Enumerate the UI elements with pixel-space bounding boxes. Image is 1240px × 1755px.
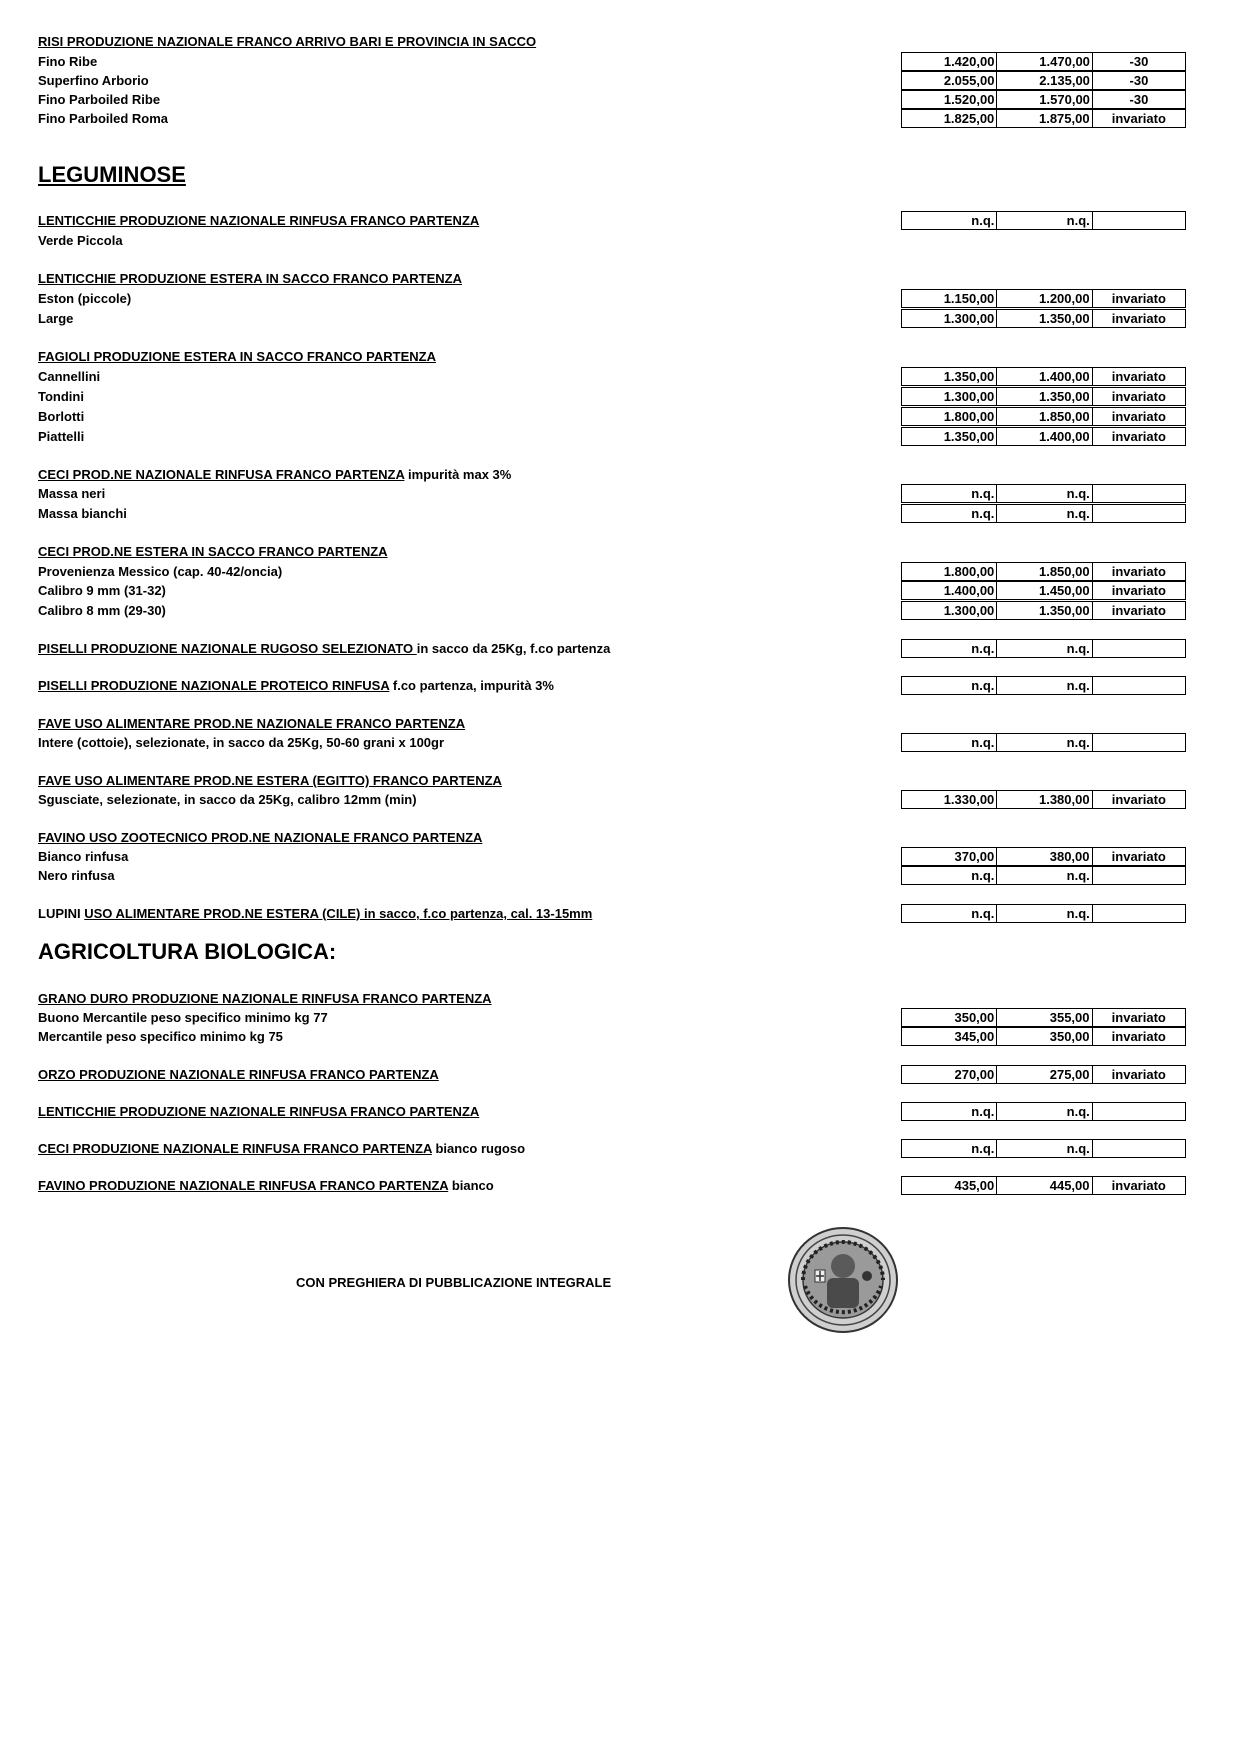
price-min: 1.520,00	[902, 91, 997, 109]
section-header-ceci-est	[38, 542, 1182, 561]
row-label: Massa neri	[38, 486, 106, 501]
price-row	[38, 1008, 1182, 1027]
price-max: 350,00	[997, 1028, 1092, 1046]
price-variation: invariato	[1092, 290, 1185, 308]
section-header-fagioli	[38, 347, 1182, 366]
section-header-ceci-naz	[38, 465, 1182, 484]
section-header-risi	[38, 32, 1182, 51]
price-max: 445,00	[997, 1177, 1092, 1195]
section-header-text: FAVE USO ALIMENTARE PROD.NE NAZIONALE FRANCO PARTENZA	[38, 716, 466, 731]
price-variation	[1092, 505, 1185, 523]
row-label: Fino Ribe	[38, 54, 98, 69]
section-header-text: USO ALIMENTARE PROD.NE ESTERA (CILE) in sacco, f.co partenza, cal. 13-15mm	[84, 906, 593, 921]
price-min: 1.825,00	[902, 110, 997, 128]
price-variation: invariato	[1092, 563, 1185, 581]
official-seal-icon	[787, 1226, 899, 1334]
price-max: n.q.	[997, 867, 1092, 885]
price-variation: -30	[1092, 91, 1185, 109]
price-max: n.q.	[997, 212, 1092, 230]
price-variation: -30	[1092, 72, 1185, 90]
section-header-text: PISELLI PRODUZIONE NAZIONALE PROTEICO RINFUSA	[38, 678, 390, 693]
price-min: 270,00	[902, 1066, 997, 1084]
price-variation: invariato	[1092, 1066, 1186, 1084]
price-row	[38, 427, 1182, 446]
price-min: 1.800,00	[902, 408, 997, 426]
price-row	[38, 733, 1182, 752]
price-variation: invariato	[1092, 582, 1185, 600]
row-label: Provenienza Messico (cap. 40-42/oncia)	[38, 564, 283, 579]
section-header-text: FAGIOLI PRODUZIONE ESTERA IN SACCO FRANCO PARTENZA	[38, 349, 436, 364]
price-min: 345,00	[902, 1028, 997, 1046]
price-min: 1.300,00	[902, 602, 997, 620]
price-max: n.q.	[997, 677, 1092, 695]
price-row	[38, 289, 1182, 308]
section-header-text: FAVINO PRODUZIONE NAZIONALE RINFUSA FRANCO PARTENZA	[38, 1178, 449, 1193]
section-header-text: LENTICCHIE PRODUZIONE NAZIONALE RINFUSA FRANCO PARTENZA	[38, 1104, 480, 1119]
price-row	[38, 581, 1182, 600]
price-row	[38, 601, 1182, 620]
price-max: 1.380,00	[997, 791, 1092, 809]
row-label: Calibro 8 mm (29-30)	[38, 603, 166, 618]
price-max: 1.470,00	[997, 53, 1092, 71]
section-header-suffix: bianco rugoso	[431, 1141, 526, 1156]
price-max: 1.200,00	[997, 290, 1092, 308]
price-max: n.q.	[997, 734, 1092, 752]
price-variation	[1092, 1103, 1185, 1121]
price-row	[38, 484, 1182, 503]
row-label: Mercantile peso specifico minimo kg 75	[38, 1029, 283, 1044]
price-max: n.q.	[997, 505, 1092, 523]
price-min: 2.055,00	[902, 72, 997, 90]
price-variation	[1092, 1140, 1185, 1158]
price-min: n.q.	[902, 677, 997, 695]
price-min: 1.150,00	[902, 290, 997, 308]
row-label: Bianco rinfusa	[38, 849, 129, 864]
price-min: n.q.	[902, 1103, 997, 1121]
price-min: 370,00	[902, 848, 997, 866]
price-max: n.q.	[997, 640, 1092, 658]
price-row	[38, 676, 1182, 695]
sub-label-row	[38, 231, 1182, 250]
price-variation: invariato	[1092, 791, 1185, 809]
price-row	[38, 1027, 1182, 1046]
price-variation: invariato	[1092, 602, 1185, 620]
price-row	[38, 639, 1182, 658]
row-label: Intere (cottoie), selezionate, in sacco da 25Kg, 50-60 grani x 100gr	[38, 735, 445, 750]
price-max: 1.570,00	[997, 91, 1092, 109]
price-variation	[1092, 905, 1185, 923]
price-min: n.q.	[902, 905, 997, 923]
price-row	[38, 847, 1182, 866]
price-row	[38, 1102, 1182, 1121]
price-row	[38, 52, 1182, 71]
price-min: 1.420,00	[902, 53, 997, 71]
price-row	[38, 1139, 1182, 1158]
price-variation	[1092, 734, 1185, 752]
price-max: 1.350,00	[997, 388, 1092, 406]
price-min: n.q.	[902, 1140, 997, 1158]
price-min: n.q.	[902, 734, 997, 752]
section-header-suffix: in sacco da 25Kg, f.co partenza	[416, 641, 611, 656]
price-row	[38, 904, 1182, 923]
price-max: 1.350,00	[997, 310, 1092, 328]
section-header-text: FAVINO USO ZOOTECNICO PROD.NE NAZIONALE FRANCO PARTENZA	[38, 830, 483, 845]
price-max: 1.350,00	[997, 602, 1092, 620]
section-header-text: CECI PRODUZIONE NAZIONALE RINFUSA FRANCO PARTENZA	[38, 1141, 432, 1156]
price-variation: invariato	[1092, 1177, 1186, 1195]
footer-note: CON PREGHIERA DI PUBBLICAZIONE INTEGRALE	[296, 1275, 612, 1290]
row-label: Eston (piccole)	[38, 291, 132, 306]
section-header-text: GRANO DURO PRODUZIONE NAZIONALE RINFUSA FRANCO PARTENZA	[38, 991, 492, 1006]
section-header-suffix: f.co partenza, impurità 3%	[389, 678, 554, 693]
price-row	[38, 211, 1182, 230]
section-header-favino	[38, 828, 1182, 847]
price-variation: invariato	[1092, 1009, 1186, 1027]
price-row	[38, 367, 1182, 386]
price-row	[38, 109, 1182, 128]
price-max: n.q.	[997, 1140, 1092, 1158]
row-label: Large	[38, 311, 74, 326]
price-row	[38, 866, 1182, 885]
row-label: Piattelli	[38, 429, 85, 444]
price-variation	[1092, 677, 1185, 695]
price-variation: invariato	[1092, 1028, 1186, 1046]
section-header-text: CECI PROD.NE ESTERA IN SACCO FRANCO PARTENZA	[38, 544, 388, 559]
section-header-bio-grano	[38, 989, 1182, 1008]
price-row	[38, 504, 1182, 523]
section-header-text: CECI PROD.NE NAZIONALE RINFUSA FRANCO PARTENZA	[38, 467, 405, 482]
price-min: 1.300,00	[902, 388, 997, 406]
price-variation: invariato	[1092, 408, 1185, 426]
price-row	[38, 90, 1182, 109]
section-header-text: ORZO PRODUZIONE NAZIONALE RINFUSA FRANCO PARTENZA	[38, 1067, 439, 1082]
price-min: n.q.	[902, 505, 997, 523]
price-max: 355,00	[997, 1009, 1092, 1027]
row-label: Calibro 9 mm (31-32)	[38, 583, 166, 598]
section-header-text: PISELLI PRODUZIONE NAZIONALE RUGOSO SELEZIONATO	[38, 641, 417, 656]
section-title-biologica: AGRICOLTURA BIOLOGICA:	[38, 939, 337, 964]
price-max: 1.875,00	[997, 110, 1092, 128]
price-row	[38, 309, 1182, 328]
price-variation: invariato	[1092, 388, 1185, 406]
section-header-lent-est	[38, 269, 1182, 288]
price-variation: invariato	[1092, 110, 1185, 128]
price-variation: invariato	[1092, 848, 1186, 866]
price-row	[38, 562, 1182, 581]
price-max: 1.400,00	[997, 428, 1092, 446]
section-header-text: RISI PRODUZIONE NAZIONALE FRANCO ARRIVO BARI E PROVINCIA IN SACCO	[38, 34, 537, 49]
price-row	[38, 71, 1182, 90]
section-header-suffix: bianco	[448, 1178, 494, 1193]
row-label: Buono Mercantile peso specifico minimo kg 77	[38, 1010, 328, 1025]
row-label: Superfino Arborio	[38, 73, 149, 88]
price-variation	[1092, 485, 1185, 503]
section-header-text: FAVE USO ALIMENTARE PROD.NE ESTERA (EGITTO) FRANCO PARTENZA	[38, 773, 502, 788]
row-label: Massa bianchi	[38, 506, 127, 521]
section-header-text: LENTICCHIE PRODUZIONE NAZIONALE RINFUSA FRANCO PARTENZA	[38, 213, 480, 228]
price-min: 435,00	[902, 1177, 997, 1195]
price-row	[38, 407, 1182, 426]
section-header-text: LENTICCHIE PRODUZIONE ESTERA IN SACCO FRANCO PARTENZA	[38, 271, 462, 286]
price-max: 1.850,00	[997, 563, 1092, 581]
price-row	[38, 387, 1182, 406]
price-max: n.q.	[997, 1103, 1092, 1121]
price-min: 1.330,00	[902, 791, 997, 809]
price-variation	[1092, 867, 1185, 885]
price-max: 275,00	[997, 1066, 1092, 1084]
price-row	[38, 1176, 1182, 1195]
price-variation: invariato	[1092, 368, 1185, 386]
row-label: Sgusciate, selezionate, in sacco da 25Kg, calibro 12mm (min)	[38, 792, 417, 807]
price-max: n.q.	[997, 485, 1092, 503]
price-max: 1.400,00	[997, 368, 1092, 386]
price-min: 350,00	[902, 1009, 997, 1027]
section-header-prefix: LUPINI	[38, 906, 85, 921]
price-min: 1.350,00	[902, 368, 997, 386]
price-max: 2.135,00	[997, 72, 1092, 90]
price-min: 1.800,00	[902, 563, 997, 581]
price-min: 1.350,00	[902, 428, 997, 446]
price-row	[38, 790, 1182, 809]
row-label: Tondini	[38, 389, 84, 404]
section-header-fave-est	[38, 771, 1182, 790]
price-max: 1.850,00	[997, 408, 1092, 426]
row-label: Fino Parboiled Ribe	[38, 92, 161, 107]
section-header-suffix: impurità max 3%	[404, 467, 512, 482]
row-label: Fino Parboiled Roma	[38, 111, 169, 126]
price-max: 380,00	[997, 848, 1092, 866]
price-variation: -30	[1092, 53, 1185, 71]
section-header-fave-naz	[38, 714, 1182, 733]
price-min: 1.300,00	[902, 310, 997, 328]
row-label: Verde Piccola	[38, 233, 123, 248]
price-min: n.q.	[902, 485, 997, 503]
price-variation: invariato	[1092, 428, 1185, 446]
price-max: 1.450,00	[997, 582, 1092, 600]
price-variation	[1092, 640, 1185, 658]
price-variation	[1092, 212, 1185, 230]
price-row	[38, 1065, 1182, 1084]
price-variation: invariato	[1092, 310, 1185, 328]
price-min: n.q.	[902, 212, 997, 230]
section-title-leguminose: LEGUMINOSE	[38, 162, 186, 187]
row-label: Cannellini	[38, 369, 101, 384]
row-label: Nero rinfusa	[38, 868, 115, 883]
price-max: n.q.	[997, 905, 1092, 923]
row-label: Borlotti	[38, 409, 85, 424]
price-min: n.q.	[902, 867, 997, 885]
price-min: n.q.	[902, 640, 997, 658]
price-min: 1.400,00	[902, 582, 997, 600]
